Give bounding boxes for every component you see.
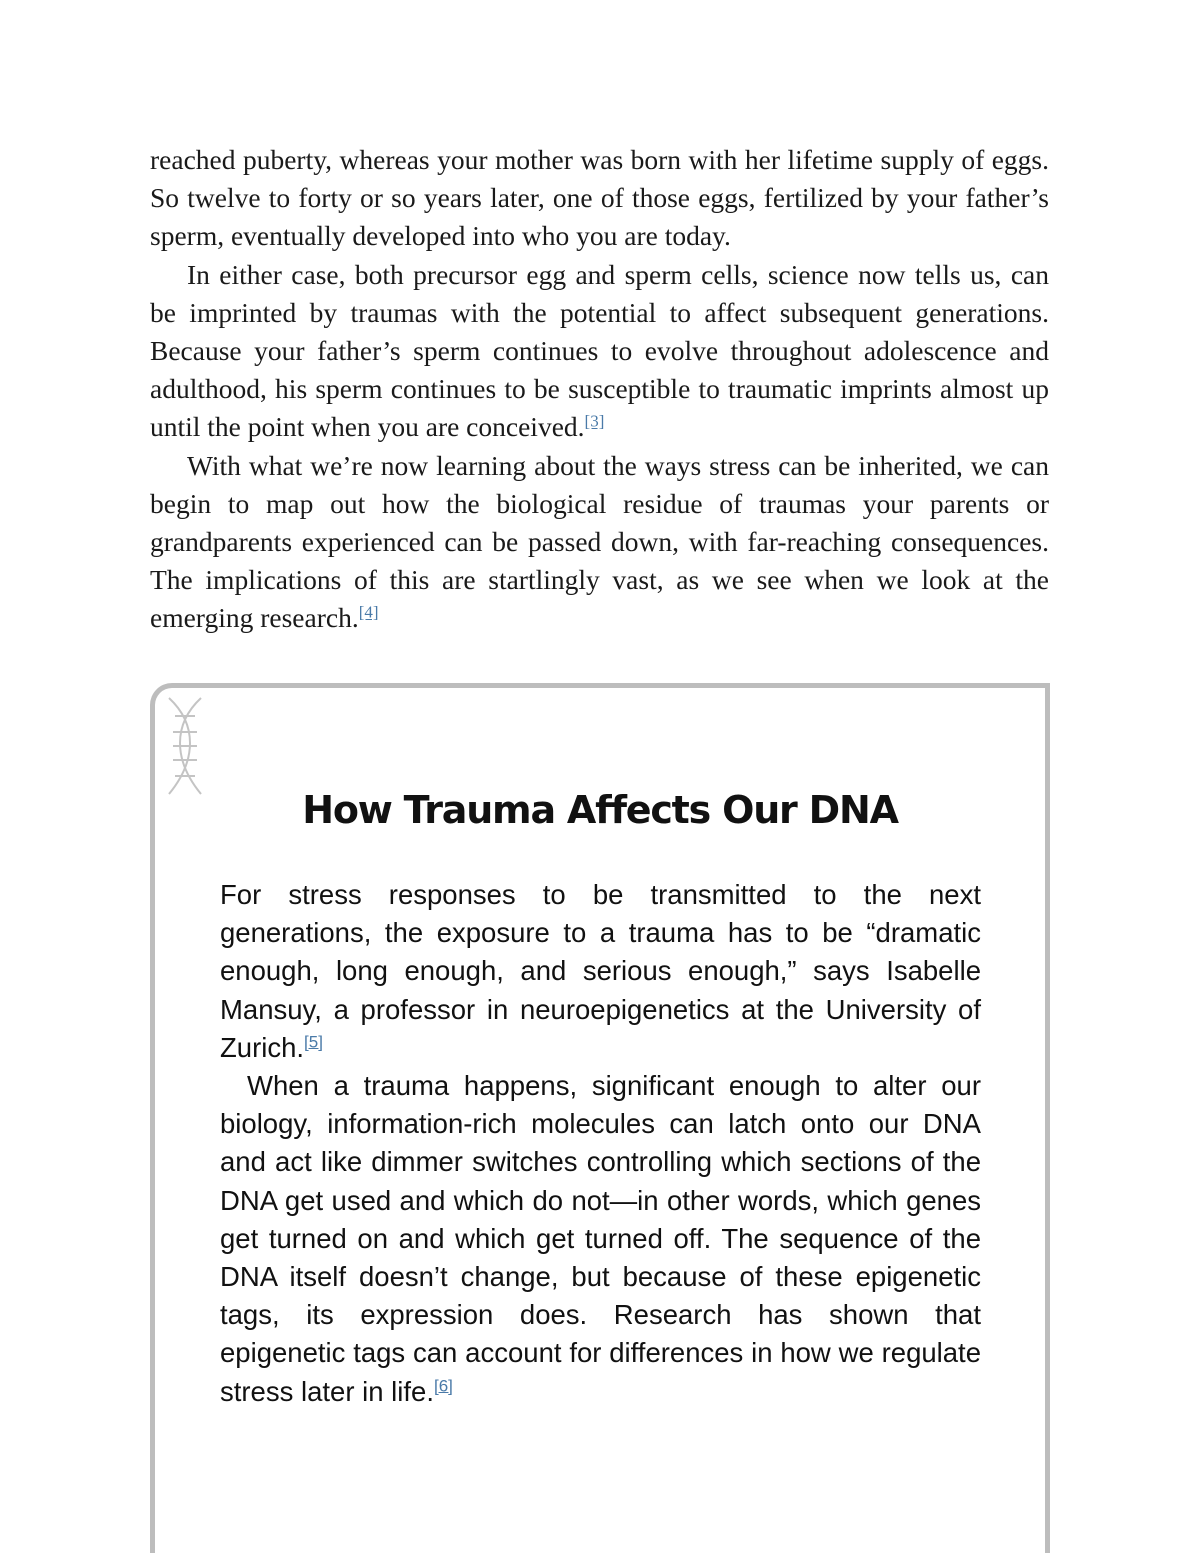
footnote-link-3[interactable]: [3] — [584, 412, 605, 432]
paragraph-2 — [150, 256, 1049, 447]
paragraph-1-text: reached puberty, whereas your mother was born with her lifetime supply of eggs. So twelve to forty or so years later, one of those eggs, fertilized by your father’s sperm, eventually developed into who you are today. — [150, 144, 1049, 252]
sidebar-box — [150, 683, 1050, 1553]
footnote-link-4[interactable]: [4] — [358, 603, 379, 623]
main-text — [150, 141, 1049, 638]
sidebar-paragraph-1-text: For stress responses to be transmitted to the next generations, the exposure to a trauma has to be “dramatic enough, long enough, and serious enough,” says Isabelle Mansuy, a professor in neuroepigenetics at the University of Zurich. — [220, 879, 981, 1063]
footnote-link-6[interactable]: [6] — [433, 1376, 453, 1396]
sidebar-body — [220, 876, 981, 1411]
paragraph-3-text: With what we’re now learning about the ways stress can be inherited, we can begin to map out how the biological residue of traumas your parents or grandparents experienced can be passed down, with far-reaching consequences. The implications of this are startlingly vast, as we see when we look at the emerging research. — [150, 449, 1049, 634]
sidebar-paragraph-1 — [220, 876, 981, 1067]
sidebar-paragraph-2-text: When a trauma happens, significant enough to alter our biology, information-rich molecules can latch onto our DNA and act like dimmer switches controlling which sections of the DNA get used and which do not—in other words, which genes get turned on and which get turned off. The sequence of the DNA itself doesn’t change, but because of these epigenetic tags, its expression does. Research has shown that epigenetic tags can account for differences in how we regulate stress later in life. — [220, 1070, 981, 1407]
footnote-link-5[interactable]: [5] — [304, 1032, 323, 1052]
paragraph-3 — [150, 447, 1049, 638]
sidebar-paragraph-2 — [220, 1067, 981, 1411]
sidebar-title: How Trauma Affects Our DNA — [302, 788, 898, 832]
paragraph-1 — [150, 141, 1049, 256]
paragraph-2-text: In either case, both precursor egg and sperm cells, science now tells us, can be imprinted by traumas with the potential to affect subsequent generations. Because your father’s sperm continues to evolve throughout adolescence and adulthood, his sperm continues to be susceptible to traumatic imprints almost up until the point when you are conceived. — [150, 258, 1049, 443]
dna-helix-icon — [161, 694, 209, 798]
